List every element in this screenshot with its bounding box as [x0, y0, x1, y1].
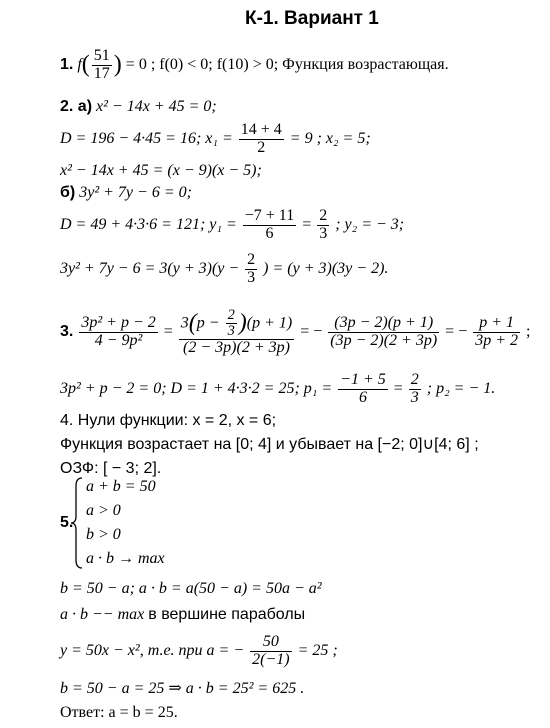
system-line-2: a > 0 [86, 502, 121, 519]
discriminant-2b-line [60, 208, 404, 243]
system-line-4: a · b → max [86, 550, 165, 567]
function-symbol: f [77, 55, 82, 73]
problem-2a-equation: x² − 14x + 45 = 0; [96, 98, 217, 115]
problem-5-vertex-right: = 25 ; [297, 641, 338, 659]
problem-5-vertex-text: в вершине параболы [148, 606, 306, 623]
factorization-2b-line [60, 252, 388, 287]
problem-3-roots-right: ; p₂ = − 1. [426, 379, 496, 397]
problem-3-line: 3. $\frac{\text{3p² + p − 2}}{\text{4 − 9p²}}$ = 3(p − $\frac{2}{3}$ )(p + 1) (2 − 3p)(2 + 3p) = − $\frac{(3p - 2)(p + 1)}{(3p - 2)(2 + 3p)}$ = − $\frac{p + 1}{3p + 2}$ ; [60, 307, 531, 357]
system-line-3: b > 0 [86, 526, 121, 543]
fraction-51-17: $\frac{51}{17}$ [93, 47, 110, 82]
root-fraction-2a: $\frac{14 + 4}{2}$ [240, 121, 282, 156]
problem-5-product: b = 50 − a; a · b = a(50 − a) = 50a − a² [60, 580, 322, 597]
discriminant-2a-line [60, 122, 371, 157]
vertex-fraction: $\frac{50}{2(-1)}$ [252, 633, 290, 668]
discriminant-2a-left: D = 196 − 4·45 = 16; x₁ = [60, 129, 233, 147]
discriminant-2a-right: = 9 ; x₂ = 5; [289, 129, 371, 147]
problem-5-number: 5. [60, 514, 74, 531]
fraction-original: $\frac{\text{3p² + p − 2}}{\text{4 − 9p²}}$ [81, 314, 156, 350]
problem-4-monotonic: Функция возрастает на [0; 4] и убывает на [−2; 0]∪[4; 6] ; [60, 436, 479, 453]
problem-5-max: a · b −− max [60, 606, 145, 623]
fraction-simplified: $\frac{p + 1}{3p + 2}$ [475, 314, 519, 350]
problem-4-zeros: 4. Нули функции: x = 2, x = 6; [60, 412, 277, 429]
problem-5-vertex-line [60, 606, 305, 624]
page-title: К-1. Вариант 1 [245, 8, 379, 29]
answer-line: Ответ: a = b = 25. [60, 704, 178, 721]
problem-5-vertex-calc [60, 634, 338, 669]
root-fraction-3: $\frac{-1 + 5}{6}$ [340, 371, 386, 406]
system-brace [70, 476, 84, 570]
problem-2a-line [60, 98, 217, 116]
equals-sign: = [302, 215, 312, 233]
factorization-2b-left: 3y² + 7y − 6 = 3(y + 3)(y − [60, 259, 240, 277]
problem-1-rest: = 0 ; f(0) < 0; f(10) > 0; Функция возрастающая. [125, 55, 449, 73]
discriminant-2b-right: ; y₂ = − 3; [335, 215, 405, 233]
problem-5-vertex-left: y = 50x − x², т.е. при a = − [60, 641, 245, 659]
problem-3-number: 3. [60, 323, 74, 341]
problem-2b-equation: 3y² + 7y − 6 = 0; [79, 184, 192, 201]
two-thirds-fraction-3: $\frac{2}{3}$ [410, 371, 419, 406]
problem-4-range: ОЗФ: [ − 3; 2]. [60, 460, 162, 477]
factorization-2a: x² − 14x + 45 = (x − 9)(x − 5); [60, 162, 262, 179]
problem-5-result: b = 50 − a = 25 ⇒ a · b = 25² = 625 . [60, 680, 305, 697]
problem-2b-label: б) [60, 184, 76, 201]
root-fraction-2b: $\frac{-7 + 11}{6}$ [244, 207, 295, 242]
problem-3-roots-line: 3p² + p − 2 = 0; D = 1 + 4·3·2 = 25; p₁ = $\frac{-1 + 5}{6}$ = $\frac{2}{3}$ ; p₂ = − 1. [60, 371, 496, 406]
system-line-1: a + b = 50 [86, 478, 156, 495]
problem-2a-label: 2. а) [60, 98, 93, 115]
problem-1-number: 1. [60, 55, 74, 73]
problem-2b-line [60, 184, 192, 202]
factor-fraction-2b: $\frac{2}{3}$ [247, 251, 256, 286]
problem-1-line: 1. f( $\frac{51}{17}$ ) = 0 ; f(0) < 0; f(10) > 0; Функция возрастающая. [60, 47, 449, 82]
problem-3-roots-left: 3p² + p − 2 = 0; D = 1 + 4·3·2 = 25; p₁ = [60, 379, 333, 397]
fraction-factored: 3(p − $\frac{2}{3}$ )(p + 1) (2 − 3p)(2 + 3p) [180, 307, 293, 357]
two-thirds-fraction: $\frac{2}{3}$ [319, 207, 328, 242]
fraction-expanded: $\frac{(3p - 2)(p + 1)}{(3p - 2)(2 + 3p)}$ [330, 314, 438, 350]
factorization-2b-right: ) = (y + 3)(3y − 2). [263, 259, 389, 277]
discriminant-2b-left: D = 49 + 4·3·6 = 121; y₁ = [60, 215, 237, 233]
